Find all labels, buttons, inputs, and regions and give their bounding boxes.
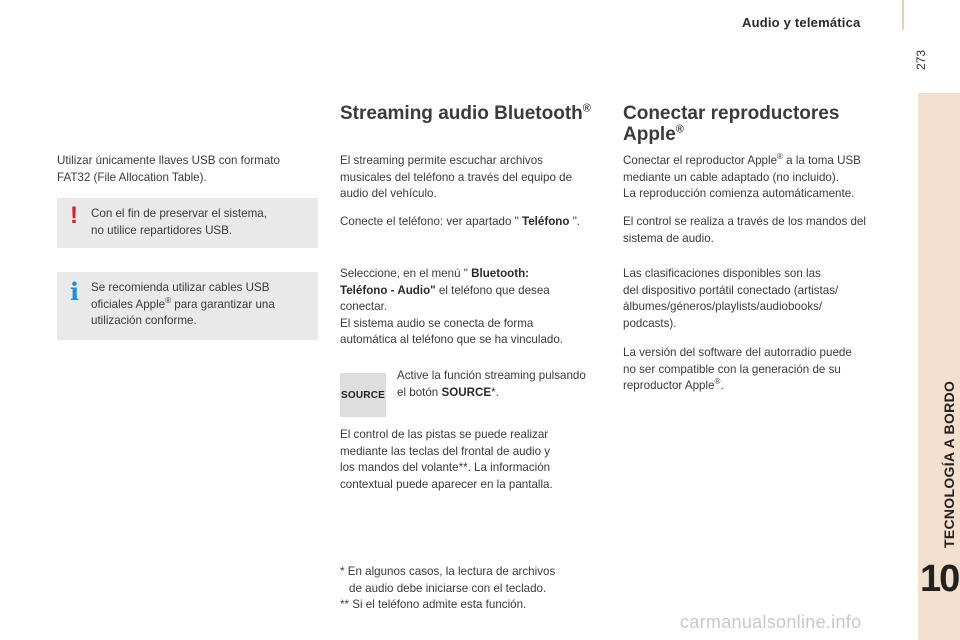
warning-text [91, 206, 267, 239]
registered-mark: ® [777, 152, 783, 162]
text-line: La versión del software del autorradio puede [623, 346, 852, 359]
telefono-reference: Teléfono [522, 215, 570, 228]
text-line [340, 283, 563, 300]
menu-reference: Teléfono - Audio" [340, 283, 436, 297]
streaming-intro-paragraph [340, 153, 572, 203]
warning-note [57, 198, 318, 248]
text-line [397, 385, 586, 402]
text-span: para garantizar una [171, 297, 275, 311]
text-span: Seleccione, en el menú " [340, 267, 472, 280]
text-line: los mandos del volante**. La información [340, 461, 551, 474]
registered-mark: ® [165, 295, 172, 305]
text-span: el botón [397, 385, 442, 399]
chapter-number: 10 [920, 558, 959, 600]
menu-reference: Bluetooth: [471, 267, 530, 280]
text-line: automática al teléfono que se ha vinculado. [340, 333, 564, 346]
text-line: mediante un cable adaptado (no incluido). [623, 170, 839, 184]
source-label: SOURCE [341, 389, 385, 401]
page-number: 273 [914, 49, 928, 70]
text-line: La reproducción comienza automáticamente. [623, 187, 855, 200]
heading-line [623, 124, 839, 145]
text-line: Las clasificaciones disponibles son las [623, 267, 821, 280]
text-line: Active la función streaming pulsando [397, 369, 586, 382]
text-span: reproductor Apple [623, 379, 715, 392]
text-line [340, 266, 563, 283]
source-reference: SOURCE [441, 385, 492, 399]
footnotes [340, 564, 555, 614]
text-line: Utilizar únicamente llaves USB con formato [57, 154, 280, 167]
header-divider [902, 0, 904, 30]
text-line: El sistema audio se conecta de forma [340, 316, 534, 330]
usb-format-paragraph [57, 153, 280, 186]
heading-text: Streaming audio Bluetooth [340, 103, 583, 124]
source-button-illustration [340, 373, 386, 417]
text-line: El control de las pistas se puede realizar [340, 428, 549, 441]
text-line: no ser compatible con la generación de su [623, 362, 841, 376]
watermark: carmanualsonline.info [680, 612, 862, 632]
text-line: no utilice repartidores USB. [91, 223, 233, 237]
info-text [91, 280, 275, 330]
chapter-title: TECNOLOGÍA A BORDO [941, 380, 957, 548]
text-line: sistema de audio. [623, 231, 714, 245]
text-span: . [720, 379, 724, 392]
track-control-paragraph [340, 427, 553, 493]
info-note [57, 272, 318, 340]
software-compat-paragraph [623, 345, 852, 395]
text-line: musicales del teléfono a través del equipo de [340, 170, 573, 184]
warning-icon: ! [70, 202, 78, 229]
text-line: conectar. [340, 300, 388, 313]
connect-phone-paragraph [340, 214, 580, 231]
text-line: El streaming permite escuchar archivos [340, 154, 543, 167]
footnote-line: ** Si el teléfono admite esta función. [340, 598, 527, 611]
text-span: el teléfono que desea [435, 283, 550, 297]
text-line: utilización conforme. [91, 314, 197, 327]
text-line [623, 378, 852, 395]
text-line: contextual puede aparecer en la pantalla. [340, 477, 553, 491]
text-span: Conectar el reproductor Apple [623, 154, 778, 167]
apple-heading [623, 103, 839, 145]
apple-control-paragraph [623, 214, 866, 247]
text-line: álbumes/géneros/playlists/audiobooks/ [623, 300, 823, 313]
text-line: Con el fin de preservar el sistema, [91, 207, 267, 220]
text-line: audio del vehículo. [340, 187, 437, 200]
text-line: El control se realiza a través de los mandos del [623, 215, 866, 228]
heading-text: Apple [623, 124, 676, 145]
heading-line: Conectar reproductores [623, 103, 840, 124]
text-span: Conecte el teléfono: ver apartado " [340, 215, 523, 228]
text-line: del dispositivo portátil conectado (artistas/ [623, 283, 839, 297]
text-line [340, 214, 580, 231]
apple-connect-paragraph [623, 153, 861, 203]
source-instruction-paragraph [397, 368, 586, 401]
text-span: *. [491, 385, 499, 399]
footnote-line: de audio debe iniciarse con el teclado. [349, 581, 547, 595]
streaming-heading [340, 103, 591, 124]
text-span: oficiales Apple [91, 297, 166, 311]
registered-mark: ® [675, 123, 684, 136]
select-phone-paragraph [340, 266, 563, 349]
classifications-paragraph [623, 266, 838, 332]
footnote-line: * En algunos casos, la lectura de archivos [340, 565, 556, 578]
text-line: Se recomienda utilizar cables USB [91, 281, 270, 294]
text-line: podcasts). [623, 316, 677, 330]
registered-mark: ® [714, 377, 721, 387]
text-line: mediante las teclas del frontal de audio y [340, 444, 551, 458]
text-span: ". [569, 215, 581, 228]
info-icon: i [70, 277, 80, 306]
text-line: FAT32 (File Allocation Table). [57, 170, 207, 184]
registered-mark: ® [582, 102, 591, 115]
text-span: a la toma USB [782, 154, 861, 167]
section-title: Audio y telemática [742, 15, 861, 30]
text-line [623, 153, 861, 170]
text-line [91, 297, 275, 314]
